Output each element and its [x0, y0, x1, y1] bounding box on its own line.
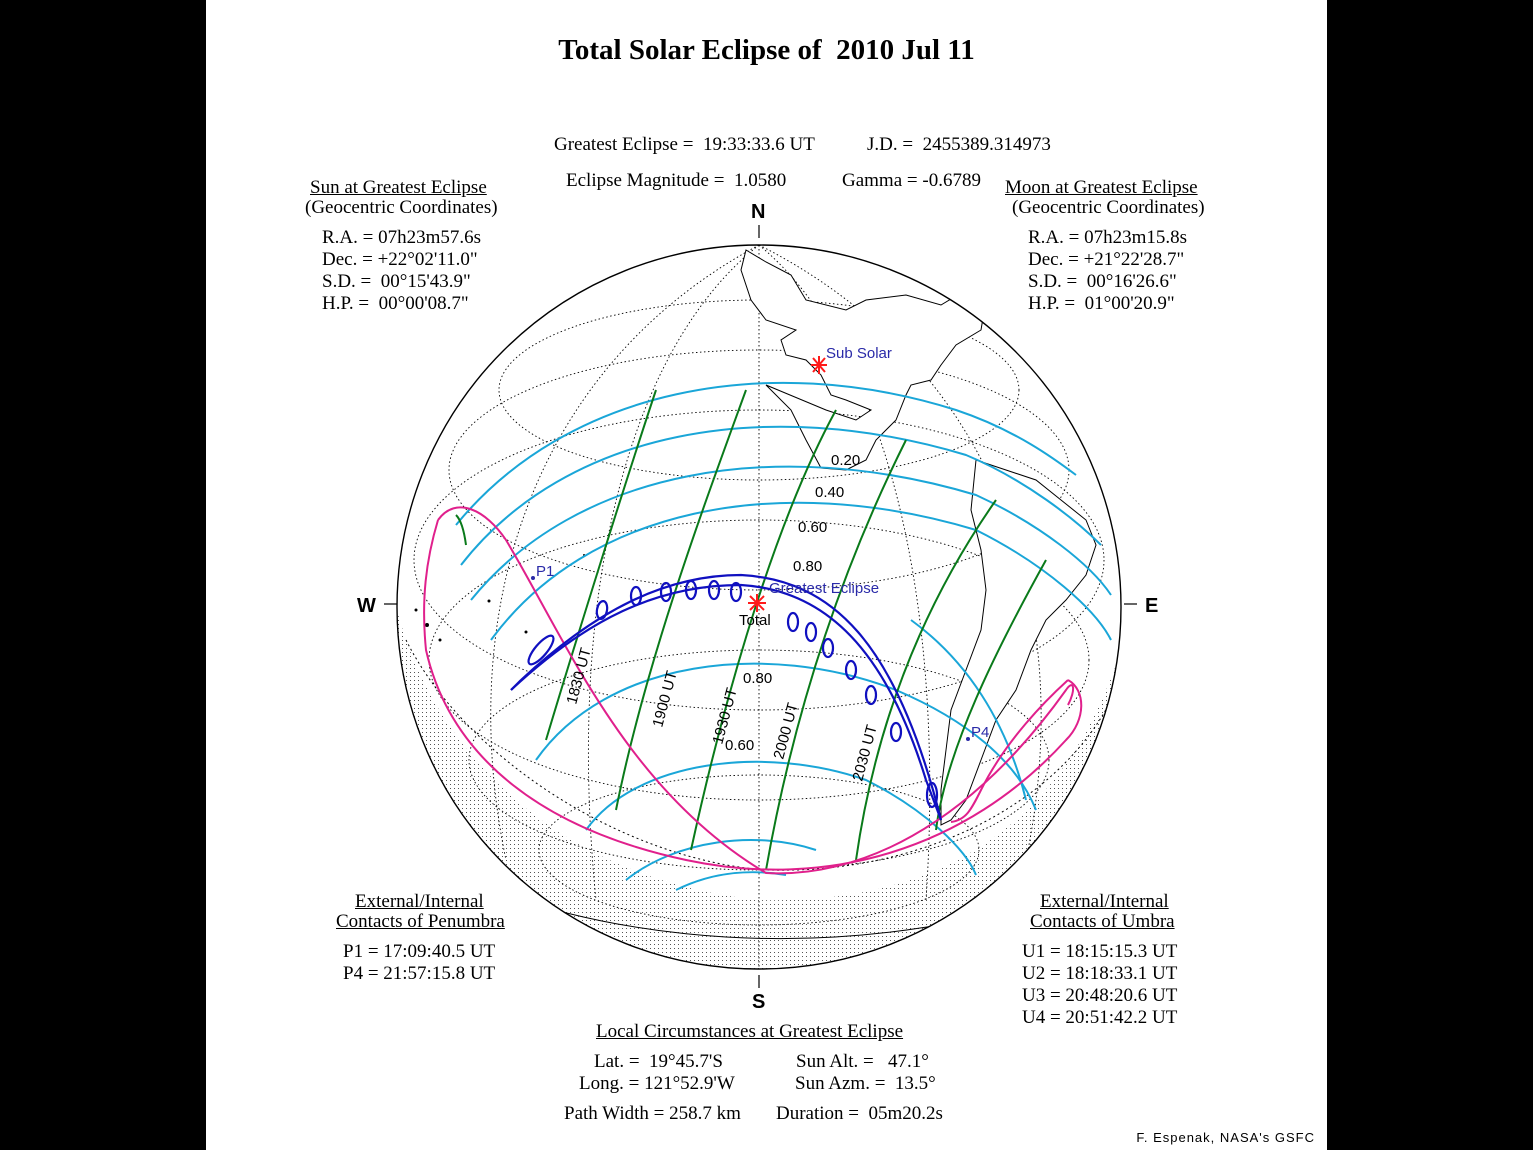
penumbra-heading-2: Contacts of Penumbra — [336, 911, 505, 932]
gamma-label: Gamma = — [842, 170, 918, 191]
duration-value: 05m20.2s — [868, 1103, 943, 1124]
magnitude-label: Eclipse Magnitude = — [566, 170, 725, 191]
penumbra-heading-1: External/Internal — [355, 891, 484, 912]
local-sun-azm — [795, 1073, 936, 1095]
local-duration — [776, 1103, 943, 1125]
eclipse-map-sheet — [206, 0, 1327, 1150]
greatest-eclipse-value: 19:33:33.6 UT — [702, 134, 815, 155]
page-title: Total Solar Eclipse of 2010 Jul 11 — [558, 34, 975, 66]
sun-dec-value: +22°02'11.0" — [377, 249, 478, 270]
moon-ra-value: 07h23m15.8s — [1084, 227, 1188, 248]
time-label-2000: 2000 UT — [770, 701, 802, 762]
long-value: 121°52.9'W — [644, 1073, 735, 1094]
mag-label-020: 0.20 — [831, 452, 861, 469]
umbra-u2: U2 = 18:18:33.1 UT — [1022, 963, 1178, 984]
compass-east: E — [1145, 595, 1159, 617]
sun-alt-label: Sun Alt. = — [796, 1051, 874, 1072]
compass-west: W — [357, 595, 376, 617]
umbra-heading-2: Contacts of Umbra — [1030, 911, 1175, 932]
umbra-u1: U1 = 18:15:15.3 UT — [1022, 941, 1178, 962]
time-label-1830: 1830 UT — [563, 646, 595, 707]
sun-hp-label: H.P. = — [322, 293, 370, 314]
long-label: Long. = — [579, 1073, 640, 1094]
credit-line: F. Espenak, NASA's GSFC — [1136, 1130, 1315, 1145]
time-line-1 — [546, 390, 656, 740]
sun-dec-label: Dec. = — [322, 249, 373, 270]
duration-label: Duration = — [776, 1103, 860, 1124]
local-heading: Local Circumstances at Greatest Eclipse — [596, 1021, 904, 1042]
time-label-2030: 2030 UT — [849, 723, 881, 784]
p1-label: P1 — [536, 563, 555, 580]
sun-ra-value: 07h23m57.6s — [378, 227, 482, 248]
compass-north: N — [751, 201, 766, 223]
magnitude-value: 1.0580 — [733, 170, 787, 191]
moon-sd-value: 00°16'26.6" — [1086, 271, 1177, 292]
total-label: Total — [739, 612, 771, 629]
time-label-1930: 1930 UT — [709, 686, 741, 747]
sun-ra-label: R.A. = — [322, 227, 374, 248]
moon-subheading: (Geocentric Coordinates) — [1012, 197, 1205, 218]
local-path-width — [564, 1103, 741, 1125]
path-width-label: Path Width = — [564, 1103, 665, 1124]
moon-heading: Moon at Greatest Eclipse — [1005, 177, 1198, 198]
jd-label: J.D. = — [867, 134, 914, 155]
sub-solar-label: Sub Solar — [826, 345, 892, 362]
greatest-eclipse-marker — [748, 594, 766, 612]
p4-label: P4 — [971, 724, 990, 741]
mag-curve-lower-4 — [676, 872, 786, 890]
umbra-u4: U4 = 20:51:42.2 UT — [1022, 1007, 1178, 1028]
greatest-eclipse-label: Greatest Eclipse = — [554, 134, 694, 155]
mag-label-060: 0.60 — [798, 519, 828, 536]
path-width-value: 258.7 km — [669, 1103, 741, 1124]
jd-value: 2455389.314973 — [922, 134, 1051, 155]
penumbra-p4: P4 = 21:57:15.8 UT — [343, 963, 496, 984]
mag-label-lower-060: 0.60 — [725, 737, 755, 754]
sun-alt-value: 47.1° — [888, 1051, 929, 1072]
moon-hp-value: 01°00'20.9" — [1084, 293, 1175, 314]
sun-sd-value: 00°15'43.9" — [380, 271, 471, 292]
mag-label-lower-080: 0.80 — [743, 670, 773, 687]
sun-azm-label: Sun Azm. = — [795, 1073, 886, 1094]
gamma-value: -0.6789 — [922, 170, 981, 191]
compass-south: S — [752, 991, 766, 1013]
sun-sd-label: S.D. = — [322, 271, 372, 292]
umbra-heading-1: External/Internal — [1040, 891, 1169, 912]
moon-sd-label: S.D. = — [1028, 271, 1078, 292]
mag-curve-lower-2 — [586, 762, 976, 875]
mag-label-040: 0.40 — [815, 484, 845, 501]
sun-hp-value: 00°00'08.7" — [378, 293, 469, 314]
local-lat — [594, 1051, 723, 1073]
time-line-3 — [691, 410, 836, 850]
moon-ra-label: R.A. = — [1028, 227, 1080, 248]
local-sun-alt — [796, 1051, 929, 1073]
p1-point — [531, 576, 535, 580]
sun-subheading: (Geocentric Coordinates) — [305, 197, 498, 218]
moon-dec-value: +21°22'28.7" — [1083, 249, 1185, 270]
umbral-west-cap — [511, 680, 521, 690]
time-label-1900: 1900 UT — [649, 669, 681, 730]
greatest-eclipse-label: Greatest Eclipse — [769, 580, 880, 597]
penumbra-p1: P1 = 17:09:40.5 UT — [343, 941, 496, 962]
sun-heading: Sun at Greatest Eclipse — [310, 177, 487, 198]
sun-azm-value: 13.5° — [894, 1073, 936, 1094]
local-long — [579, 1073, 735, 1095]
p4-point — [966, 737, 970, 741]
sub-solar-marker — [811, 356, 827, 374]
moon-hp-label: H.P. = — [1028, 293, 1076, 314]
moon-dec-label: Dec. = — [1028, 249, 1079, 270]
lat-value: 19°45.7'S — [649, 1051, 723, 1072]
lat-label: Lat. = — [594, 1051, 640, 1072]
umbra-u3: U3 = 20:48:20.6 UT — [1022, 985, 1178, 1006]
mag-label-080: 0.80 — [793, 558, 823, 575]
